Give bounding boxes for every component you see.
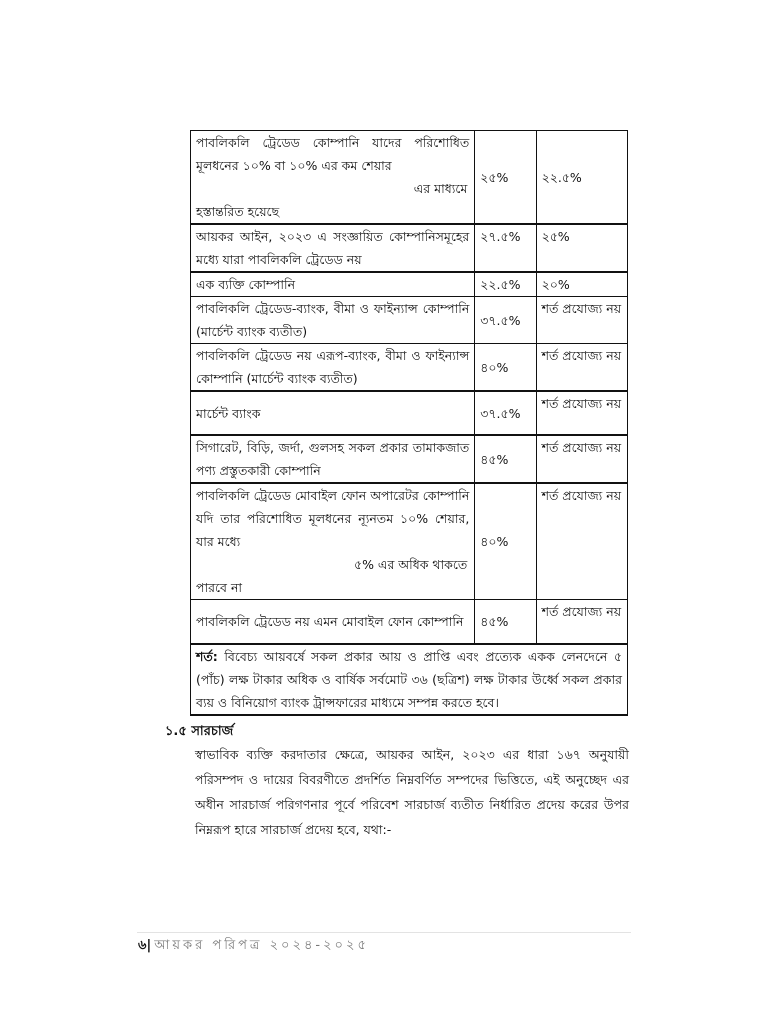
table-row [191,344,628,392]
row-rate: ৩৭.৫% [475,297,536,344]
section-paragraph: স্বাভাবিক ব্যক্তি করদাতার ক্ষেত্রে, আয়কর আইন, ২০২৩ এর ধারা ১৬৭ অনুযায়ী পরিসম্পদ ও দায়ের বিবরণীতে প্রদর্শিত নিম্নবর্ণিত সম্পদের ভিত্তিতে, এই অনুচ্ছেদ এর অধীন সারচার্জ পরিগণনার পূর্বে পরিবেশ সারচার্জ ব্যতীত নির্ধারিত প্রদেয় করের উপর নিম্নরূপ হারে সারচার্জ প্রদেয় হবে, যথা:- [195,747,629,837]
row-conditional-rate: ২০% [536,272,627,297]
row-description: পাবলিকলি ট্রেডেড নয় এমন মোবাইল ফোন কোম্পানি [191,600,475,644]
table-row [191,391,628,435]
row-rate: ২২.৫% [475,272,536,297]
row-description: পাবলিকলি ট্রেডেড নয় এরূপ-ব্যাংক, বীমা ও ফাইন্যান্স কোম্পানি (মার্চেন্ট ব্যাংক ব্যতীত) [191,344,475,392]
table-row [191,297,628,344]
desc-line: পারবে না [196,580,243,595]
row-conditional-rate: শর্ত প্রযোজ্য নয় [536,600,627,644]
row-conditional-rate: শর্ত প্রযোজ্য নয় [536,344,627,392]
table-row [191,435,628,483]
row-description [191,483,475,600]
page-number: ৬ [138,938,147,953]
row-conditional-rate: শর্ত প্রযোজ্য নয় [536,391,627,435]
row-rate: ৪৫% [475,435,536,483]
desc-line: হস্তান্তরিত হয়েছে [196,204,280,219]
table-row [191,224,628,272]
table-row [191,272,628,297]
row-rate: ৪০% [475,483,536,600]
footer-divider [137,932,631,933]
section-heading: ১.৫ সারচার্জ [165,724,234,739]
table-row [191,483,628,600]
note-text: বিবেচ্য আয়বর্ষে সকল প্রকার আয় ও প্রাপ্তি এবং প্রত্যেক একক লেনদেনে ৫ (পাঁচ) লক্ষ টাকার অধিক ও বার্ষিক সর্বমোট ৩৬ (ছত্রিশ) লক্ষ টাকার উর্ধ্বে সকল প্রকার ব্যয় ও বিনিয়োগ ব্যাংক ট্রান্সফারের মাধ্যমে সম্পন্ন করতে হবে। [196,648,622,710]
row-description [191,131,475,225]
row-description: পাবলিকলি ট্রেডেড-ব্যাংক, বীমা ও ফাইন্যান্স কোম্পানি (মার্চেন্ট ব্যাংক ব্যতীত) [191,297,475,344]
table-note [191,644,628,715]
note-label: শর্ত: [196,648,218,664]
row-conditional-rate: শর্ত প্রযোজ্য নয় [536,483,627,600]
row-rate: ২৫% [475,131,536,225]
desc-line: পাবলিকলি ট্রেডেড কোম্পানি যাদের পরিশোধিত মূলধনের ১০% বা ১০% এর কম শেয়ার [196,135,470,173]
table-row [191,600,628,644]
footer-separator: | [146,938,152,953]
desc-line: ৫% এর অধিক থাকতে [353,557,468,572]
row-rate: ৪০% [475,344,536,392]
table-note-row [191,644,628,715]
page-footer [138,936,369,957]
row-rate: ২৭.৫% [475,224,536,272]
footer-title: আয়কর পরিপত্র ২০২৪-২০২৫ [154,938,369,953]
row-conditional-rate: ২৫% [536,224,627,272]
row-description: মার্চেন্ট ব্যাংক [191,391,475,435]
row-description: আয়কর আইন, ২০২৩ এ সংজ্ঞায়িত কোম্পানিসমূহের মধ্যে যারা পাবলিকলি ট্রেডেড নয় [191,224,475,272]
row-description: সিগারেট, বিড়ি, জর্দা, গুলসহ সকল প্রকার তামাকজাত পণ্য প্রস্তুতকারী কোম্পানি [191,435,475,483]
row-conditional-rate: শর্ত প্রযোজ্য নয় [536,297,627,344]
row-rate: ৩৭.৫% [475,391,536,435]
desc-line: এর মাধ্যমে [413,181,468,196]
desc-line: পাবলিকলি ট্রেডেড মোবাইল ফোন অপারেটর কোম্পানি যদি তার পরিশোধিত মূলধনের ন্যূনতম ১০% শেয়ার, যার মধ্যে [196,488,470,549]
row-conditional-rate: ২২.৫% [536,131,627,225]
row-conditional-rate: শর্ত প্রযোজ্য নয় [536,435,627,483]
table-row [191,131,628,225]
row-description: এক ব্যক্তি কোম্পানি [191,272,475,297]
row-rate: ৪৫% [475,600,536,644]
tax-rate-table [190,130,628,716]
